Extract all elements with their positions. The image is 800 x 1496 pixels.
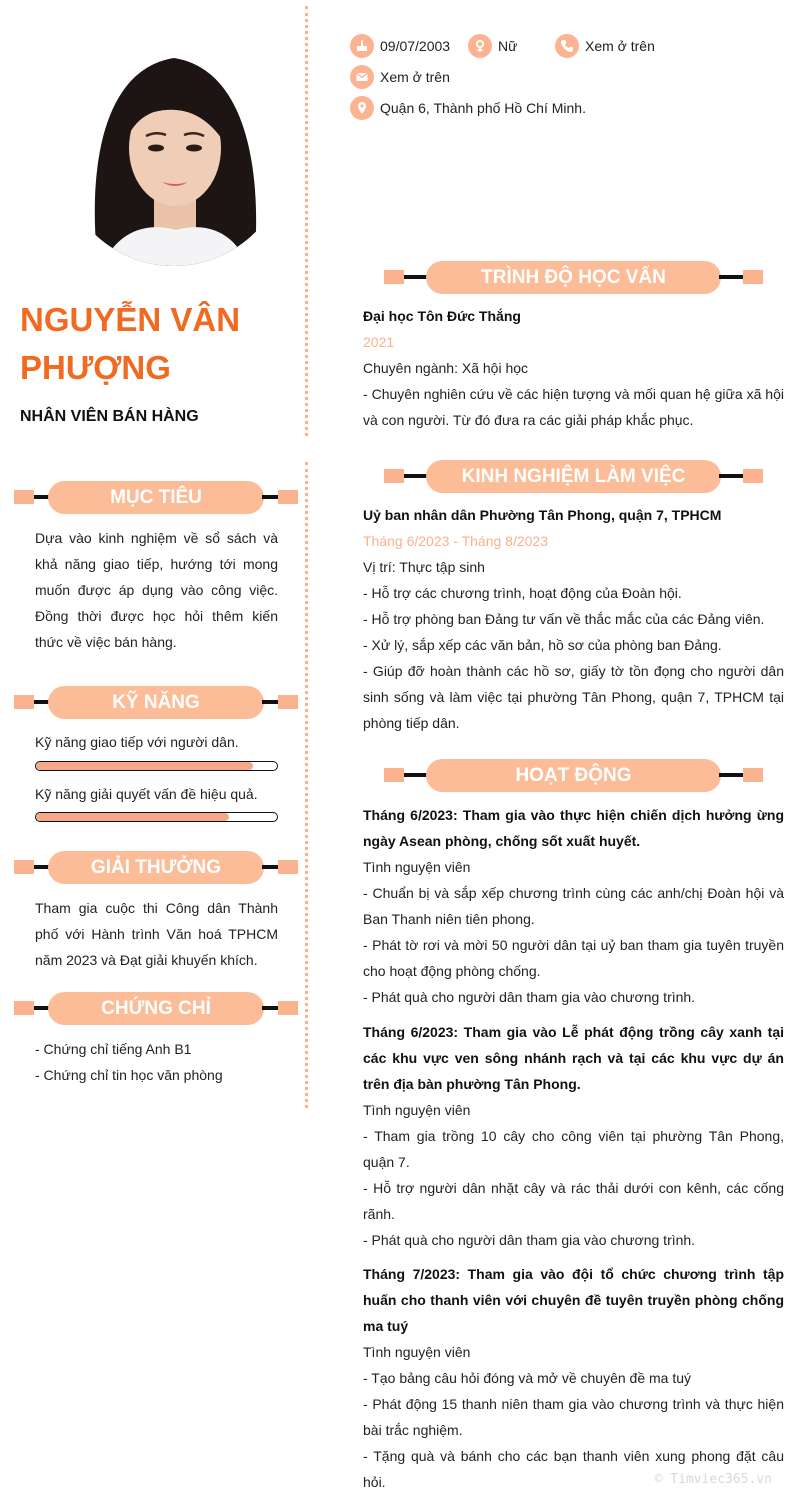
activity-heading: Tháng 6/2023: Tham gia vào thực hiện chiến dịch hưởng ừng ngày Asean phòng, chống sốt xuất huyết. xyxy=(363,807,784,849)
location-icon xyxy=(350,96,374,120)
education-title: TRÌNH ĐỘ HỌC VẤN xyxy=(426,261,721,294)
activity-line: - Tặng quà và bánh cho các bạn thanh viên xung phong đặt câu hỏi. xyxy=(363,1448,784,1490)
certificate-item: - Chứng chỉ tiếng Anh B1 xyxy=(35,1041,192,1057)
name-line-2: PHƯỢNG xyxy=(20,349,171,386)
experience-duty: - Xử lý, sắp xếp các văn bản, hồ sơ của phòng ban Đảng. xyxy=(363,637,722,653)
name-line-1: NGUYỄN VÂN xyxy=(20,301,241,338)
activity-line: - Phát quà cho người dân tham gia vào chương trình. xyxy=(363,989,696,1005)
phone-text: Xem ở trên xyxy=(585,38,655,54)
address-contact xyxy=(350,96,586,120)
activity-entry xyxy=(363,1261,784,1495)
awards-header xyxy=(14,851,298,885)
activity-line: - Phát động 15 thanh niên tham gia vào chương trình và thực hiện bài trắc nghiệm. xyxy=(363,1396,784,1438)
skills-title: KỸ NĂNG xyxy=(48,686,264,719)
experience-duty: - Hỗ trợ các chương trình, hoạt động của Đoàn hội. xyxy=(363,585,682,601)
skills-header xyxy=(14,686,298,720)
birthday-contact xyxy=(350,34,450,58)
skill-bar xyxy=(35,761,278,771)
experience-header xyxy=(384,460,764,494)
activity-heading: Tháng 7/2023: Tham gia vào đội tổ chức chương trình tập huấn cho thanh viên với chuyên đề tuyên truyền phòng chống ma tuý xyxy=(363,1266,784,1334)
certificates-header xyxy=(14,992,298,1026)
phone-icon xyxy=(555,34,579,58)
objective-header xyxy=(14,481,298,515)
experience-duty: - Giúp đỡ hoàn thành các hồ sơ, giấy tờ tồn đọng cho người dân sinh sống và làm việc tại phường Tân Phong, quận 7, TPHCM tại phòng tiếp dân. xyxy=(363,663,784,731)
awards-text: Tham gia cuộc thi Công dân Thành phố với Hành trình Văn hoá TPHCM năm 2023 và Đạt giải khuyến khích. xyxy=(35,900,278,968)
birthday-text: 09/07/2003 xyxy=(380,38,451,54)
certificates-list xyxy=(35,1036,278,1088)
education-description: - Chuyên nghiên cứu về các hiện tượng và mối quan hệ giữa xã hội và con người. Từ đó đưa ra các giải pháp khắc phục. xyxy=(363,386,784,428)
certificate-item: - Chứng chỉ tin học văn phòng xyxy=(35,1067,223,1083)
phone-contact xyxy=(555,34,655,58)
skill-bar xyxy=(35,812,278,822)
activity-line: - Phát tờ rơi và mời 50 người dân tại uỷ ban tham gia tuyên truyền cho hoạt động phòng chống. xyxy=(363,937,784,979)
activity-line: - Tham gia trồng 10 cây cho công viên tại phường Tân Phong, quận 7. xyxy=(363,1128,784,1170)
email-text: Xem ở trên xyxy=(380,69,450,85)
email-icon xyxy=(350,65,374,89)
left-column xyxy=(0,0,308,1496)
certificates-title: CHỨNG CHỈ xyxy=(48,992,264,1025)
activities-header xyxy=(384,759,764,793)
column-divider-top xyxy=(305,6,308,436)
awards-title: GIẢI THƯỞNG xyxy=(48,851,264,884)
skill-label: Kỹ năng giải quyết vấn đề hiệu quả. xyxy=(35,786,258,802)
education-year: 2021 xyxy=(363,334,395,350)
experience-organization: Uỷ ban nhân dân Phường Tân Phong, quận 7, TPHCM xyxy=(363,507,722,523)
profile-photo xyxy=(58,30,290,266)
column-divider-bottom xyxy=(305,462,308,1108)
activities-title: HOẠT ĐỘNG xyxy=(426,759,721,792)
gender-contact xyxy=(468,34,517,58)
education-entry xyxy=(363,303,784,433)
activity-role: Tình nguyện viên xyxy=(363,1102,471,1118)
activity-line: - Hỗ trợ người dân nhặt cây và rác thải dưới con kênh, các cống rãnh. xyxy=(363,1180,784,1222)
skill-bar-fill xyxy=(36,813,229,821)
job-title: NHÂN VIÊN BÁN HÀNG xyxy=(20,408,199,425)
gender-text: Nữ xyxy=(498,38,518,54)
activity-line: - Chuẩn bị và sắp xếp chương trình cùng các anh/chị Đoàn hội và Ban Thanh niên tiên phong. xyxy=(363,885,784,927)
activity-heading: Tháng 6/2023: Tham gia vào Lễ phát động trồng cây xanh tại các khu vực ven sông nhánh rạch và tại các khu vực dự án trên địa bàn phường Tân Phong. xyxy=(363,1024,784,1092)
address-text: Quận 6, Thành phố Hồ Chí Minh. xyxy=(380,100,586,116)
education-major: Chuyên ngành: Xã hội học xyxy=(363,360,529,376)
skill-label: Kỹ năng giao tiếp với người dân. xyxy=(35,734,239,750)
school-name: Đại học Tôn Đức Thắng xyxy=(363,308,521,324)
experience-duty: - Hỗ trợ phòng ban Đảng tư vấn về thắc mắc của các Đảng viên. xyxy=(363,611,765,627)
objective-text: Dựa vào kinh nghiệm về sổ sách và khả năng giao tiếp, hướng tới mong muốn được áp dụng vào công việc. Đồng thời được học hỏi thêm kiến thức về việc bán hàng. xyxy=(35,530,278,650)
activity-line: - Tạo bảng câu hỏi đóng và mở về chuyên đề ma tuý xyxy=(363,1370,692,1386)
activity-entry xyxy=(363,802,784,1010)
activity-role: Tình nguyện viên xyxy=(363,859,471,875)
experience-period: Tháng 6/2023 - Tháng 8/2023 xyxy=(363,533,549,549)
skill-bar-fill xyxy=(36,762,253,770)
candidate-name xyxy=(20,296,290,392)
education-header xyxy=(384,261,764,295)
activity-line: - Phát quà cho người dân tham gia vào chương trình. xyxy=(363,1232,696,1248)
activity-entry xyxy=(363,1019,784,1253)
gender-icon xyxy=(468,34,492,58)
experience-position: Vị trí: Thực tập sinh xyxy=(363,559,485,575)
activity-role: Tình nguyện viên xyxy=(363,1344,471,1360)
cake-icon xyxy=(350,34,374,58)
email-contact xyxy=(350,65,450,89)
experience-entry xyxy=(363,502,784,736)
objective-title: MỤC TIÊU xyxy=(48,481,264,514)
experience-title: KINH NGHIỆM LÀM VIỆC xyxy=(426,460,721,493)
watermark-footer[interactable]: © Timviec365.vn xyxy=(654,1472,772,1487)
